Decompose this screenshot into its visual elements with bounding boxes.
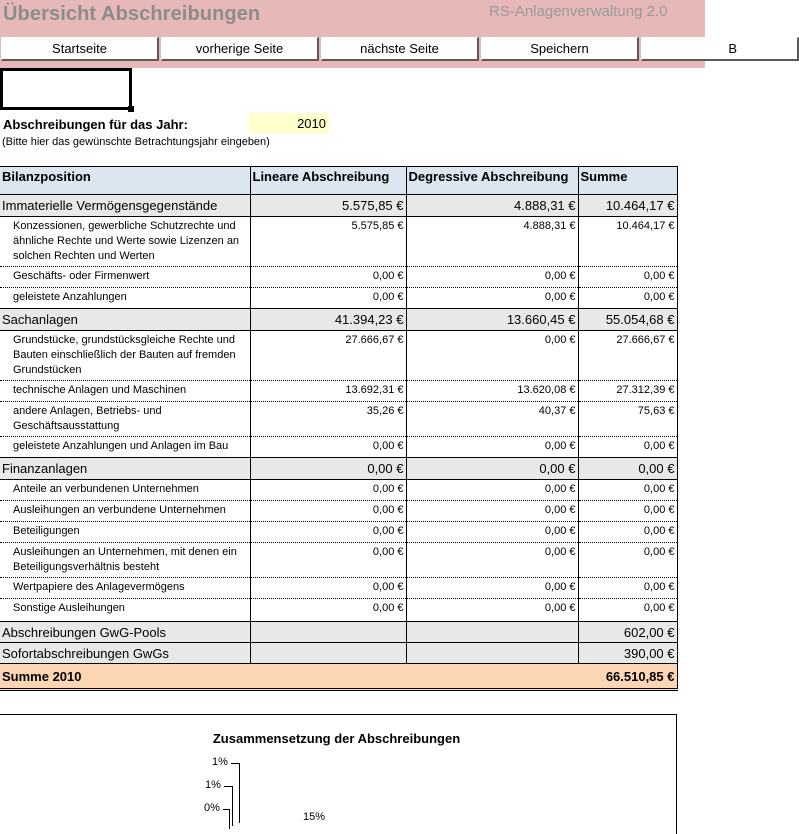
pool-linear — [250, 622, 406, 643]
row-label: Beteiligungen — [0, 522, 250, 543]
group-label: Immaterielle Vermögensgegenstände — [0, 195, 250, 217]
column-header-linear: Lineare Abschreibung — [250, 167, 406, 195]
selected-cell[interactable] — [0, 68, 132, 110]
row-label: technische Anlagen und Maschinen — [0, 381, 250, 402]
row-label: Konzessionen, gewerbliche Schutzrechte und ähnliche Rechte und Werte sowie Lizenzen an solchen Rechten und Werten — [0, 217, 250, 267]
table-row — [0, 331, 677, 381]
group-label: Sachanlagen — [0, 309, 250, 331]
gwg-pool-row — [0, 622, 677, 643]
group-label: Finanzanlagen — [0, 458, 250, 480]
chart-data-label: 15% — [303, 811, 326, 823]
group-degressive: 0,00 € — [406, 458, 578, 480]
row-sum: 27.312,39 € — [578, 381, 677, 402]
chart-data-label: 0% — [204, 802, 220, 814]
row-sum: 0,00 € — [578, 437, 677, 458]
row-label: Ausleihungen an verbundene Unternehmen — [0, 501, 250, 522]
table-row — [0, 288, 677, 309]
group-row — [0, 195, 677, 217]
row-degressive: 0,00 € — [406, 437, 578, 458]
group-linear: 5.575,85 € — [250, 195, 406, 217]
group-linear: 41.394,23 € — [250, 309, 406, 331]
row-degressive: 0,00 € — [406, 501, 578, 522]
row-linear: 0,00 € — [250, 288, 406, 309]
group-row — [0, 309, 677, 331]
pool-linear — [250, 643, 406, 664]
pool-sum: 390,00 € — [578, 643, 677, 664]
row-linear: 27.666,67 € — [250, 331, 406, 381]
table-row — [0, 522, 677, 543]
group-degressive: 13.660,45 € — [406, 309, 578, 331]
total-sum: 66.510,85 € — [578, 664, 677, 690]
row-label: Geschäfts- oder Firmenwert — [0, 267, 250, 288]
row-linear: 13.692,31 € — [250, 381, 406, 402]
row-sum: 27.666,67 € — [578, 331, 677, 381]
row-linear: 0,00 € — [250, 543, 406, 578]
row-sum: 0,00 € — [578, 288, 677, 309]
row-degressive: 0,00 € — [406, 267, 578, 288]
pool-degressive — [406, 643, 578, 664]
row-degressive: 0,00 € — [406, 522, 578, 543]
table-header — [0, 167, 677, 195]
chart-data-label: 1% — [212, 756, 228, 768]
group-sum: 55.054,68 € — [578, 309, 677, 331]
previous-page-button[interactable]: vorherige Seite — [161, 37, 319, 61]
row-linear: 0,00 € — [250, 578, 406, 599]
total-label: Summe 2010 — [0, 664, 578, 690]
row-degressive: 0,00 € — [406, 331, 578, 381]
row-degressive: 0,00 € — [406, 543, 578, 578]
column-header-position: Bilanzposition — [0, 167, 250, 195]
row-linear: 35,26 € — [250, 402, 406, 437]
column-header-sum: Summe — [578, 167, 677, 195]
row-linear: 5.575,85 € — [250, 217, 406, 267]
table-row — [0, 543, 677, 578]
row-sum: 75,63 € — [578, 402, 677, 437]
year-label: Abschreibungen für das Jahr: — [3, 117, 188, 132]
pool-label: Sofortabschreibungen GwGs — [0, 643, 250, 664]
depreciation-chart[interactable] — [0, 714, 677, 834]
group-sum: 0,00 € — [578, 458, 677, 480]
year-input[interactable] — [249, 113, 329, 133]
table-row — [0, 381, 677, 402]
group-sum: 10.464,17 € — [578, 195, 677, 217]
row-sum: 0,00 € — [578, 501, 677, 522]
pool-degressive — [406, 622, 578, 643]
row-sum: 0,00 € — [578, 522, 677, 543]
startseite-button[interactable]: Startseite — [1, 37, 159, 61]
header-bar — [0, 0, 737, 68]
row-degressive: 0,00 € — [406, 578, 578, 599]
row-label: Anteile an verbundenen Unternehmen — [0, 480, 250, 501]
table-row — [0, 501, 677, 522]
group-row — [0, 458, 677, 480]
leader-line — [223, 809, 230, 829]
save-button[interactable]: Speichern — [481, 37, 639, 61]
row-linear: 0,00 € — [250, 267, 406, 288]
next-page-button[interactable]: nächste Seite — [321, 37, 479, 61]
row-sum: 0,00 € — [578, 267, 677, 288]
table-row — [0, 402, 677, 437]
pool-label: Abschreibungen GwG-Pools — [0, 622, 250, 643]
row-label: geleistete Anzahlungen und Anlagen im Bau — [0, 437, 250, 458]
table-row — [0, 578, 677, 599]
row-linear: 0,00 € — [250, 522, 406, 543]
column-header-degressive: Degressive Abschreibung — [406, 167, 578, 195]
row-sum: 0,00 € — [578, 599, 677, 622]
chart-data-label: 1% — [205, 779, 221, 791]
row-label: Wertpapiere des Anlagevermögens — [0, 578, 250, 599]
table-row — [0, 599, 677, 622]
row-label: geleistete Anzahlungen — [0, 288, 250, 309]
more-button[interactable]: B — [641, 37, 799, 61]
row-label: Sonstige Ausleihungen — [0, 599, 250, 622]
row-linear: 0,00 € — [250, 437, 406, 458]
group-linear: 0,00 € — [250, 458, 406, 480]
row-sum: 0,00 € — [578, 578, 677, 599]
gwg-immediate-row — [0, 643, 677, 664]
row-degressive: 0,00 € — [406, 599, 578, 622]
table-row — [0, 480, 677, 501]
table-row — [0, 267, 677, 288]
row-degressive: 13.620,08 € — [406, 381, 578, 402]
row-degressive: 4.888,31 € — [406, 217, 578, 267]
row-linear: 0,00 € — [250, 480, 406, 501]
group-degressive: 4.888,31 € — [406, 195, 578, 217]
app-name: RS-Anlagenverwaltung 2.0 — [489, 3, 668, 20]
row-degressive: 0,00 € — [406, 480, 578, 501]
fill-handle[interactable] — [128, 106, 134, 112]
row-linear: 0,00 € — [250, 599, 406, 622]
table-row — [0, 437, 677, 458]
row-label: andere Anlagen, Betriebs- und Geschäftsausstattung — [0, 402, 250, 437]
row-sum: 0,00 € — [578, 480, 677, 501]
row-label: Ausleihungen an Unternehmen, mit denen ein Beteiligungsverhältnis besteht — [0, 543, 250, 578]
pool-sum: 602,00 € — [578, 622, 677, 643]
total-row — [0, 664, 677, 690]
row-linear: 0,00 € — [250, 501, 406, 522]
row-sum: 0,00 € — [578, 543, 677, 578]
row-sum: 10.464,17 € — [578, 217, 677, 267]
row-degressive: 0,00 € — [406, 288, 578, 309]
chart-title: Zusammensetzung der Abschreibungen — [212, 731, 461, 746]
page-title: Übersicht Abschreibungen — [3, 3, 261, 25]
row-degressive: 40,37 € — [406, 402, 578, 437]
row-label: Grundstücke, grundstücksgleiche Rechte und Bauten einschließlich der Bauten auf fremden Grundstücken — [0, 331, 250, 381]
table-row — [0, 217, 677, 267]
year-hint: (Bitte hier das gewünschte Betrachtungsjahr eingeben) — [2, 136, 270, 148]
depreciation-table — [0, 166, 678, 691]
